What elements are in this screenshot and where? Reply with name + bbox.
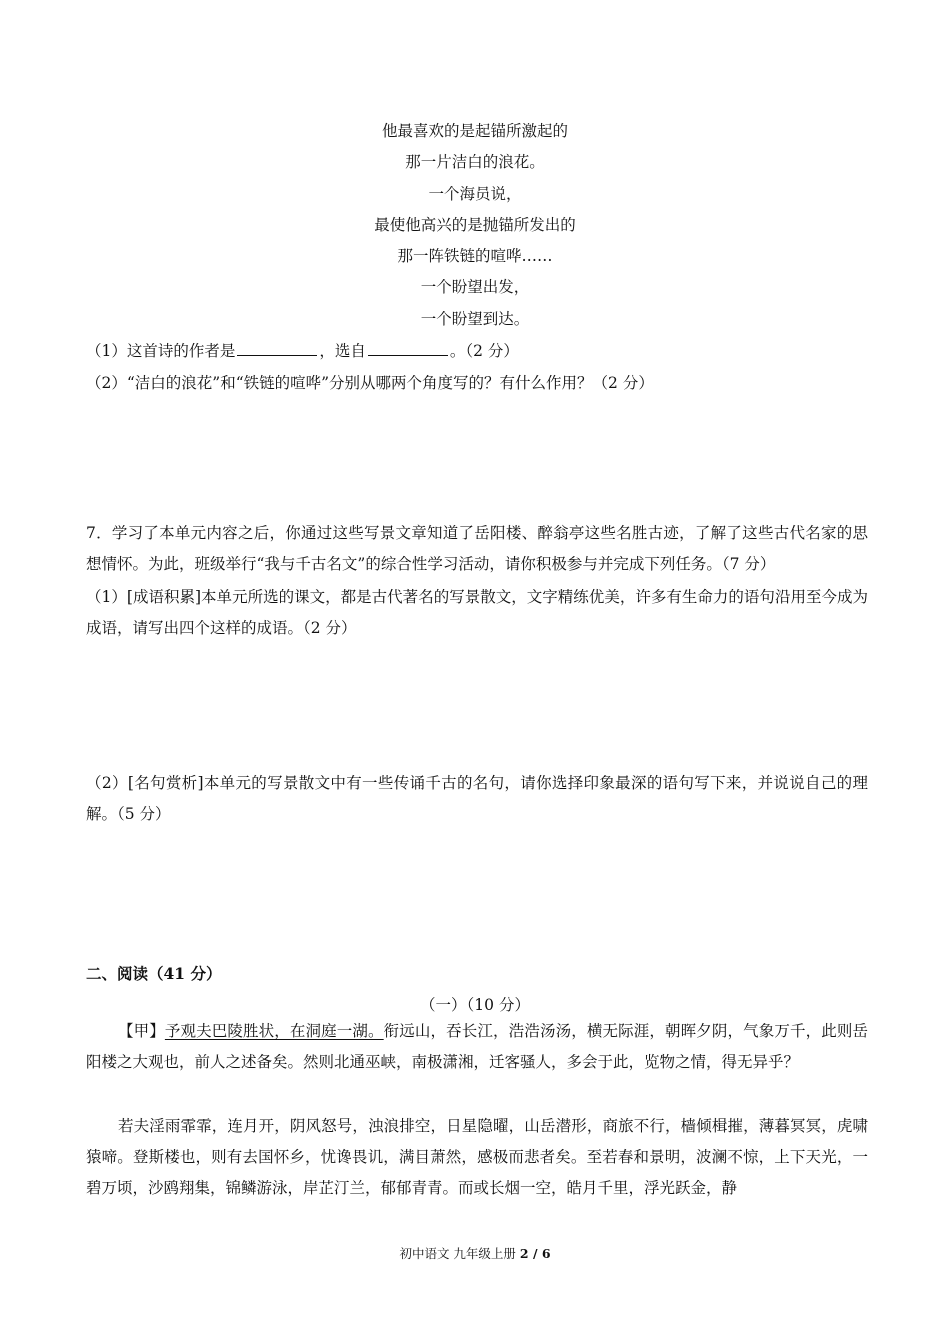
- poem-line: 最使他高兴的是抛锚所发出的: [374, 215, 576, 234]
- poem-line: 那一片洁白的浪花。: [405, 153, 545, 172]
- q6-1-text-b: ，选自: [319, 342, 366, 360]
- poem: [0, 116, 950, 335]
- question-6-2: （2）“洁白的浪花”和“铁链的喧哗”分别从哪两个角度写的？有什么作用？（2 分）: [86, 374, 654, 392]
- question-7-2: （2）[名句赏析]本单元的写景散文中有一些传诵千古的名句，请你选择印象最深的语句写下来，并说说自己的理解。（5 分）: [86, 774, 868, 823]
- passage-jia-rest: 衔远山，吞长江，浩浩汤汤，横无际涯，朝晖夕阴，气象万千，此则岳阳楼之大观也，前人之述备矣。然则北通巫峡，南极潇湘，迁客骚人，多会于此，览物之情，得无异乎？: [86, 1022, 868, 1071]
- underlined-sentence: 予观夫巴陵胜状，在洞庭一湖。: [164, 1022, 384, 1040]
- page-footer: [0, 1244, 950, 1262]
- poem-line: 他最喜欢的是起锚所激起的: [381, 122, 568, 140]
- question-6-1: [86, 339, 866, 361]
- footer-label: 初中语文 九年级上册: [399, 1246, 520, 1261]
- answer-blank-source[interactable]: [368, 341, 448, 356]
- q6-1-text-a: （1）这首诗的作者是: [86, 342, 236, 360]
- poem-line: 一个海员说，: [428, 184, 522, 203]
- poem-line: 那一阵铁链的喧哗……: [397, 247, 553, 266]
- page-number: 2 / 6: [519, 1246, 551, 1261]
- section-heading-reading: 二、阅读（41 分）: [86, 964, 222, 983]
- answer-blank-author[interactable]: [237, 341, 317, 356]
- poem-line: 一个盼望到达。: [420, 309, 530, 328]
- passage-jia: [86, 1016, 868, 1078]
- poem-line: 一个盼望出发，: [420, 278, 530, 297]
- question-7-1: （1）[成语积累]本单元所选的课文，都是古代著名的写景散文，文字精练优美，许多有生命力的语句沿用至今成为成语，请写出四个这样的成语。（2 分）: [86, 588, 868, 637]
- section-title: （一）（10 分）: [420, 996, 530, 1014]
- q6-1-text-c: 。（2 分）: [449, 342, 519, 360]
- question-7-stem: 7．学习了本单元内容之后，你通过这些写景文章知道了岳阳楼、醉翁亭这些名胜古迹，了解了这些古代名家的思想情怀。为此，班级举行“我与千古名文”的综合性学习活动，请你积极参与并完成下列任务。（7 分）: [86, 524, 868, 573]
- passage-para-2: 若夫淫雨霏霏，连月开，阴风怒号，浊浪排空，日星隐曜，山岳潜形，商旅不行，樯倾楫摧，薄暮冥冥，虎啸猿啼。登斯楼也，则有去国怀乡，忧谗畏讥，满目萧然，感极而悲者矣。至若春和景明，波澜不惊，上下天光，一碧万顷，沙鸥翔集，锦鳞游泳，岸芷汀兰，郁郁青青。而或长烟一空，皓月千里，浮光跃金，静: [86, 1117, 868, 1197]
- passage-label: 【甲】: [118, 1022, 165, 1040]
